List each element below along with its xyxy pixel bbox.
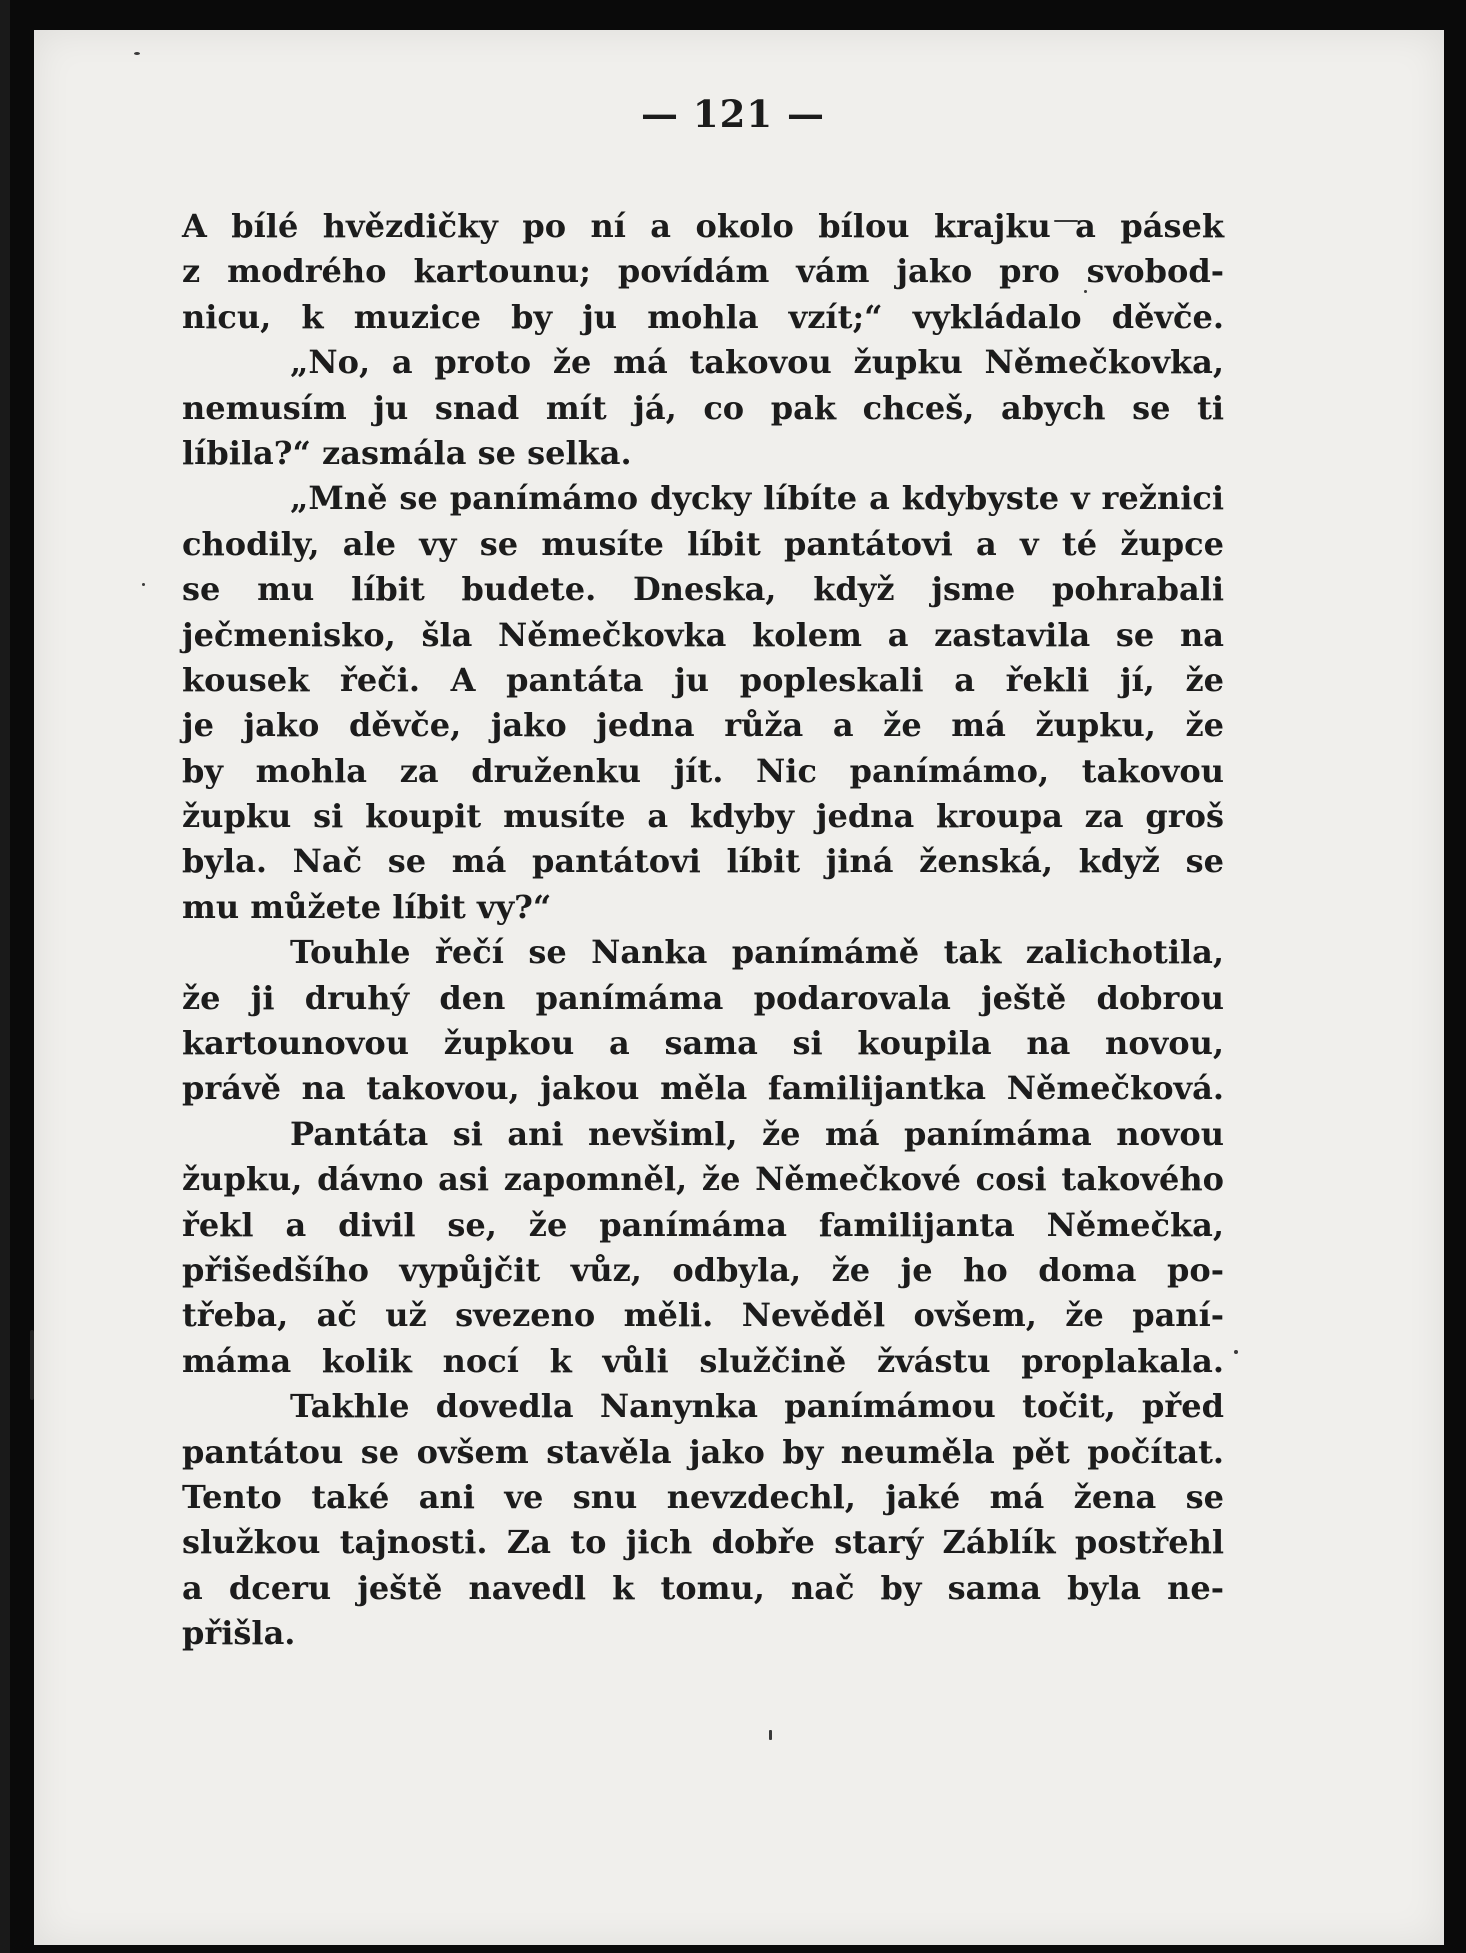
text-line: Tento také ani ve snu nevzdechl, jaké má žena se <box>182 1477 1224 1516</box>
scan-speck <box>1234 1350 1238 1354</box>
text-line: nemusím ju snad mít já, co pak chceš, abych se ti <box>182 388 1224 427</box>
text-line: přišedšího vypůjčit vůz, odbyla, že je ho doma po- <box>182 1250 1224 1289</box>
scan-speck <box>30 1330 34 1400</box>
text-line: ječmenisko, šla Němečkovka kolem a zastavila se na <box>182 615 1224 654</box>
text-line: mu můžete líbit vy?“ <box>182 887 552 926</box>
text-line: župku si koupit musíte a kdyby jedna kroupa za groš <box>182 797 1224 836</box>
text-line: řekl a divil se, že panímáma familijanta Němečka, <box>182 1205 1224 1244</box>
body-text <box>182 204 1224 1657</box>
text-line: by mohla za druženku jít. Nic panímámo, takovou <box>182 751 1224 790</box>
text-line: kousek řeči. A pantáta ju popleskali a řekli jí, že <box>182 660 1224 699</box>
text-line: třeba, ač už svezeno měli. Nevěděl ovšem, že paní- <box>182 1296 1224 1335</box>
text-line: se mu líbit budete. Dneska, když jsme pohrabali <box>182 570 1224 609</box>
text-line: služkou tajnosti. Za to jich dobře starý Záblík postřehl <box>182 1523 1224 1562</box>
text-line: a dceru ještě navedl k tomu, nač by sama byla ne- <box>182 1568 1224 1607</box>
text-line: že ji druhý den panímáma podarovala ještě dobrou <box>182 978 1224 1017</box>
book-spine-edge <box>0 0 10 1953</box>
text-line: máma kolik nocí k vůli služčině žvástu proplakala. <box>182 1341 1224 1380</box>
text-line: A bílé hvězdičky po ní a okolo bílou krajku a pásek <box>182 207 1224 245</box>
text-line: kartounovou župkou a sama si koupila na novou, <box>182 1024 1224 1063</box>
scan-speck <box>769 1730 772 1740</box>
text-line: chodily, ale vy se musíte líbit pantátovi a v té župce <box>182 524 1224 563</box>
text-line: z modrého kartounu; povídám vám jako pro svobod- <box>182 252 1224 291</box>
text-line: líbila?“ zasmála se selka. <box>182 433 632 472</box>
text-line: pantátou se ovšem stavěla jako by neuměla pět počítat. <box>182 1432 1224 1471</box>
text-line: je jako děvče, jako jedna růža a že má župku, že <box>182 706 1224 745</box>
page-number: — 121 — <box>641 92 825 136</box>
scan-speck <box>142 583 145 586</box>
text-line: byla. Nač se má pantátovi líbit jiná ženská, když se <box>182 842 1224 881</box>
scan-speck <box>134 52 140 55</box>
text-line: „No, a proto že má takovou župku Němečkovka, <box>290 343 1224 382</box>
text-line: Touhle řečí se Nanka panímámě tak zalichotila, <box>290 933 1224 972</box>
text-line: Takhle dovedla Nanynka panímámou točit, před <box>290 1387 1224 1426</box>
text-line: právě na takovou, jakou měla familijantka Němečková. <box>182 1069 1224 1108</box>
text-line: župku, dávno asi zapomněl, že Němečkové cosi takového <box>182 1160 1224 1199</box>
text-line: Pantáta si ani nevšiml, že má panímáma novou <box>290 1114 1224 1153</box>
text-line: nicu, k muzice by ju mohla vzít;“ vykládalo děvče. <box>182 297 1224 336</box>
text-line: „Mně se panímámo dycky líbíte a kdybyste v režnici <box>290 479 1224 518</box>
text-line: přišla. <box>182 1614 296 1653</box>
